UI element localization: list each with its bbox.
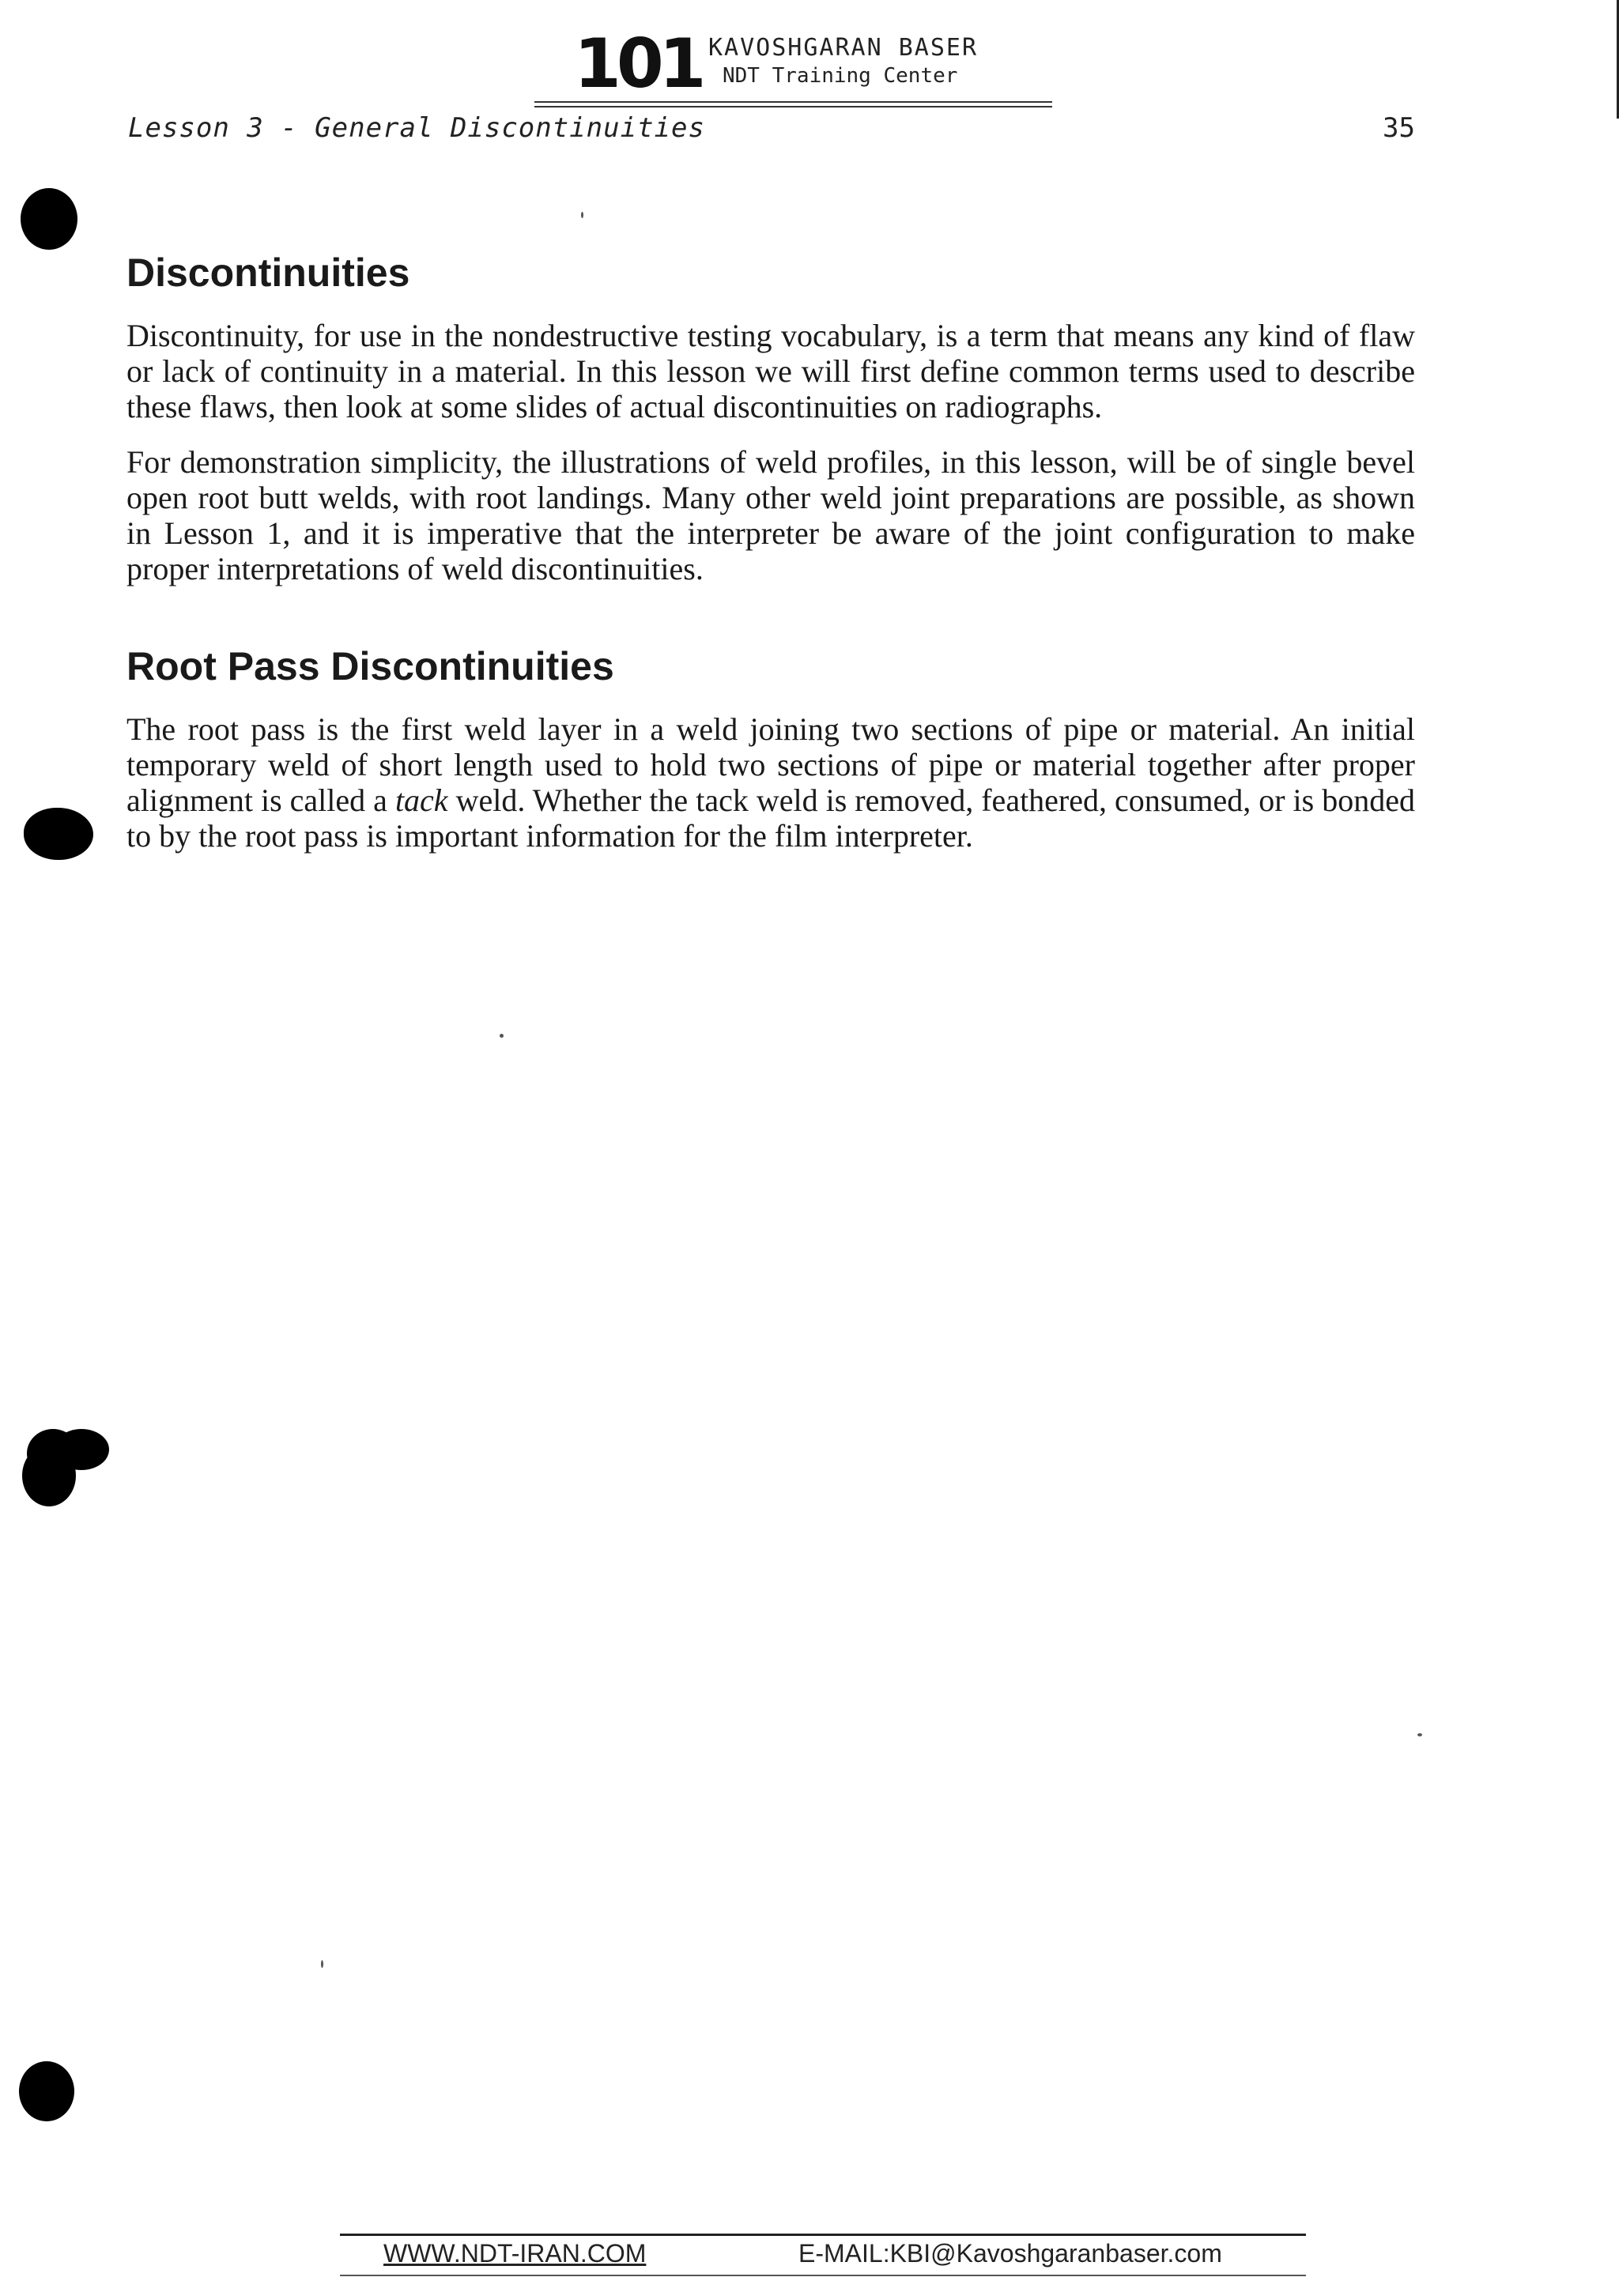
emphasis-term: tack <box>394 782 448 818</box>
punch-hole <box>21 188 77 250</box>
running-head: Lesson 3 - General Discontinuities <box>128 112 705 144</box>
center-logo <box>574 25 1048 104</box>
section-heading-discontinuities: Discontinuities <box>126 251 410 295</box>
logo-text <box>708 33 978 89</box>
punch-hole <box>19 2061 74 2121</box>
footer-rule <box>340 2234 1306 2236</box>
paragraph-text: weld. Whether the tack weld is removed, feathered, consumed, or is bonded to by the root pass is important information for the film interpreter. <box>126 782 1415 854</box>
scan-speck <box>500 1034 504 1038</box>
logo-subtitle: NDT Training Center <box>723 64 958 88</box>
logo-mark: 101 <box>574 25 702 104</box>
paragraph: For demonstration simplicity, the illustrations of weld profiles, in this lesson, will be of single bevel open root butt welds, with root landings. Many other weld joint preparations are possible, as shown in Lesson 1, and it is imperative that the interpreter be aware of the joint configuration to make proper interpretations of weld discontinuities. <box>126 444 1415 586</box>
scan-speck <box>1417 1733 1422 1736</box>
paragraph <box>126 711 1415 854</box>
footer-website-link[interactable]: WWW.NDT-IRAN.COM <box>383 2239 647 2268</box>
logo-company-name: KAVOSHGARAN BASER <box>708 34 979 62</box>
paragraph: Discontinuity, for use in the nondestructive testing vocabulary, is a term that means any kind of flaw or lack of continuity in a material. In this lesson we will first define common terms used to describe these flaws, then look at some slides of actual discontinuities on radiographs. <box>126 318 1415 424</box>
section-heading-root-pass: Root Pass Discontinuities <box>126 644 614 688</box>
scan-speck <box>581 212 583 218</box>
page-number: 35 <box>1383 112 1415 144</box>
punch-hole <box>22 1445 76 1506</box>
scan-speck <box>321 1960 323 1968</box>
footer-bottom-rule <box>340 2275 1306 2276</box>
header-rule <box>534 101 1052 107</box>
punch-hole <box>24 808 93 860</box>
footer-email[interactable]: E-MAIL:KBI@Kavoshgaranbaser.com <box>798 2239 1222 2268</box>
paragraph-text: The root pass is the first weld layer in a weld joining two sections of pipe or material. An initial temporary weld of short length used to hold two sections of pipe or material together after proper alignment is called a <box>126 711 1415 818</box>
